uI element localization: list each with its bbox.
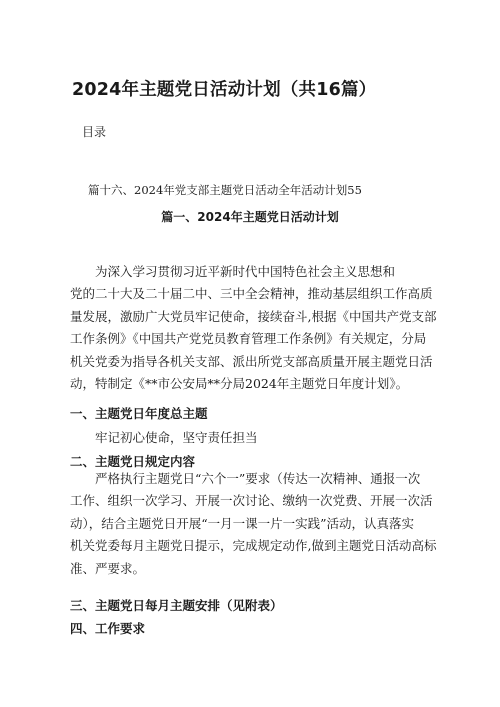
paragraph-line: 量发展，激励广大党员牢记使命，接续奋斗,根据《中国共产党支部 [70,308,437,324]
heading-annual-theme: 一、主题党日年度总主题 [70,406,208,421]
document-title: 2024年主题党日活动计划（共16篇） [72,80,377,100]
paragraph-line: 动，特制定《**市公安局**分局2024年主题党日年度计划》。 [70,376,409,392]
rules-paragraph [70,468,437,580]
paragraph-line: 动），结合主题党日开展“一月一课一片一实践”活动，认真落实 [70,515,415,531]
paragraph-line: 工作条例》《中国共产党党员教育管理工作条例》有关规定，分局 [70,331,427,347]
paragraph-line: 机关党委为指导各机关支部、派出所党支部高质量开展主题党日活 [70,353,433,369]
heading-monthly-schedule: 三、主题党日每月主题安排（见附表） [70,598,283,613]
toc-entry: 篇十六、2024年党支部主题党日活动全年活动计划55 [88,183,362,197]
paragraph-line: 机关党委每月主题党日提示，完成规定动作,做到主题党日活动高标 [70,538,437,554]
toc-heading: 目录 [82,125,107,139]
paragraph-line: 为深入学习贯彻习近平新时代中国特色社会主义思想和 [95,264,396,279]
paragraph-line: 严格执行主题党日“六个一”要求（传达一次精神、通报一次 [95,471,421,486]
paragraph-line: 党的二十大及二十届二中、三中全会精神，推动基层组织工作高质 [70,286,433,302]
heading-work-requirements: 四、工作要求 [70,621,146,636]
section-title: 篇一、2024年主题党日活动计划 [161,210,339,224]
paragraph-line: 工作、组织一次学习、开展一次讨论、缴纳一次党费、开展一次活 [70,493,433,509]
heading-required-content: 二、主题党日规定内容 [70,454,196,469]
intro-paragraph [70,261,437,395]
paragraph-line: 准、严要求。 [70,560,146,576]
annual-theme-text: 牢记初心使命，坚守责任担当 [95,430,258,445]
